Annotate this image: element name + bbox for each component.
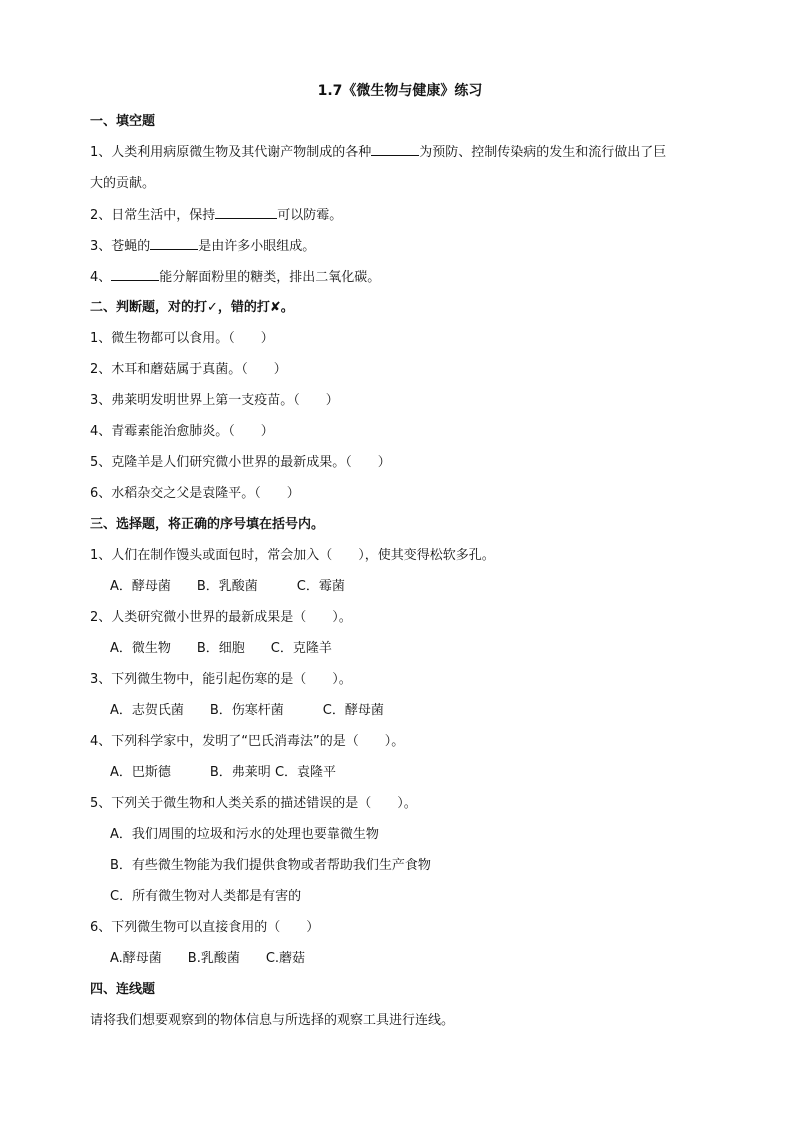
- fill-q2-blank[interactable]: [215, 204, 277, 219]
- choice-question-4: 4、下列科学家中，发明了“巴氏消毒法”的是（ ）。: [90, 734, 405, 749]
- choice-q5-option-a: A．我们周围的垃圾和污水的处理也要靠微生物: [110, 827, 379, 842]
- match-instruction: 请将我们想要观察到的物体信息与所选择的观察工具进行连线。: [90, 1013, 455, 1028]
- fill-question-1: [90, 137, 710, 199]
- fill-q4-text-b: 能分解面粉里的糖类，排出二氧化碳。: [159, 270, 381, 285]
- fill-q3-text-a: 3、苍蝇的: [90, 239, 151, 254]
- fill-q1-text-b: 为预防、控制传染病的发生和流行做出了巨: [419, 145, 667, 160]
- fill-q3-text-b: 是由许多小眼组成。: [198, 239, 316, 254]
- fill-q4-blank[interactable]: [111, 266, 159, 281]
- judge-question-6: 6、水稻杂交之父是袁隆平。（ ）: [90, 486, 300, 501]
- page-title: 1.7《微生物与健康》练习: [317, 83, 483, 99]
- fill-q2-text-a: 2、日常生活中，保持: [90, 208, 216, 223]
- section-fill-heading: 一、填空题: [90, 114, 156, 129]
- choice-question-6: 6、下列微生物可以直接食用的（ ）: [90, 920, 320, 935]
- choice-q1-options: A．酵母菌 B．乳酸菌 C．霉菌: [110, 579, 345, 594]
- choice-question-5: 5、下列关于微生物和人类关系的描述错误的是（ ）。: [90, 796, 417, 811]
- judge-question-5: 5、克隆羊是人们研究微小世界的最新成果。（ ）: [90, 455, 391, 470]
- choice-q2-options: A．微生物 B．细胞 C．克隆羊: [110, 641, 332, 656]
- section-judge-heading: 二、判断题，对的打✓，错的打✘。: [90, 300, 294, 315]
- judge-question-4: 4、青霉素能治愈肺炎。（ ）: [90, 424, 274, 439]
- choice-q6-options: A.酵母菌 B.乳酸菌 C.蘑菇: [110, 951, 306, 966]
- fill-question-3: [90, 235, 710, 266]
- fill-question-4: [90, 266, 710, 297]
- worksheet-page: [90, 80, 710, 1041]
- fill-q4-text-a: 4、: [90, 270, 112, 285]
- judge-question-1: 1、微生物都可以食用。（ ）: [90, 331, 274, 346]
- fill-q1-text-c: 大的贡献。: [90, 176, 156, 191]
- fill-q3-blank[interactable]: [150, 235, 198, 250]
- choice-question-3: 3、下列微生物中，能引起伤寒的是（ ）。: [90, 672, 352, 687]
- choice-q3-options: A．志贺氏菌 B．伤寒杆菌 C．酵母菌: [110, 703, 384, 718]
- fill-q1-text-a: 1、人类利用病原微生物及其代谢产物制成的各种: [90, 145, 372, 160]
- section-choice-heading: 三、选择题，将正确的序号填在括号内。: [90, 517, 325, 532]
- choice-q5-option-c: C．所有微生物对人类都是有害的: [110, 889, 302, 904]
- section-match-heading: 四、连线题: [90, 982, 156, 997]
- fill-question-2: [90, 204, 710, 235]
- choice-q5-option-b: B．有些微生物能为我们提供食物或者帮助我们生产食物: [110, 858, 431, 873]
- choice-q4-options: A．巴斯德 B．弗莱明 C．袁隆平: [110, 765, 337, 780]
- fill-q1-blank[interactable]: [371, 141, 419, 156]
- judge-question-2: 2、木耳和蘑菇属于真菌。（ ）: [90, 362, 287, 377]
- choice-question-1: 1、人们在制作馒头或面包时，常会加入（ ），使其变得松软多孔。: [90, 548, 495, 563]
- choice-question-2: 2、人类研究微小世界的最新成果是（ ）。: [90, 610, 352, 625]
- judge-question-3: 3、弗莱明发明世界上第一支疫苗。（ ）: [90, 393, 339, 408]
- fill-q2-text-b: 可以防霉。: [277, 208, 343, 223]
